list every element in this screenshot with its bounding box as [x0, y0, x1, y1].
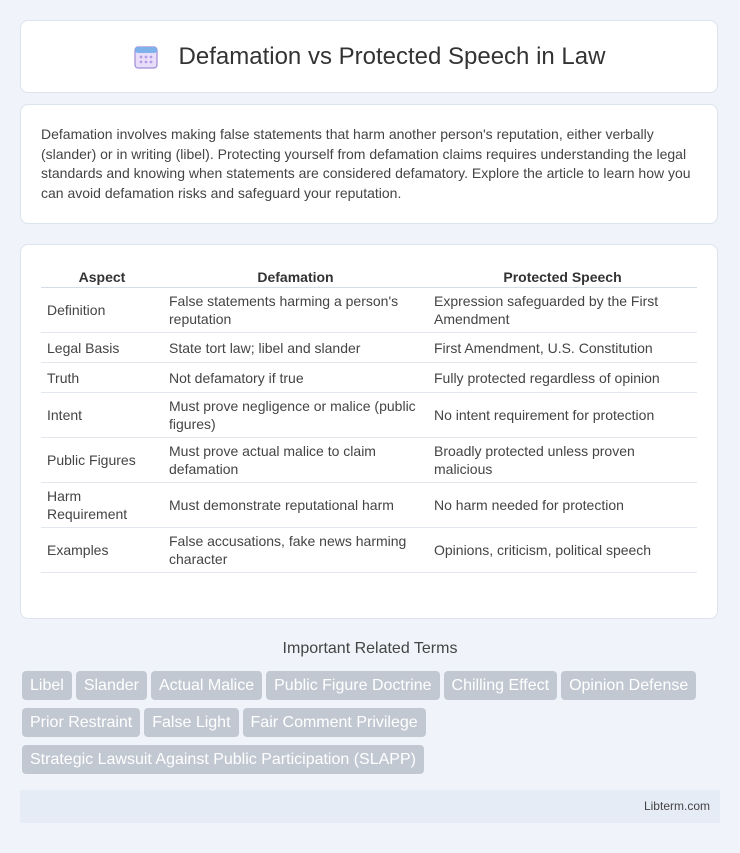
table-cell: State tort law; libel and slander [163, 333, 428, 363]
intro-card [20, 104, 718, 224]
table-cell: Opinions, criticism, political speech [428, 528, 697, 573]
table-cell: False statements harming a person's reputation [163, 288, 428, 333]
table-cell: First Amendment, U.S. Constitution [428, 333, 697, 363]
table-cell: Broadly protected unless proven malicious [428, 438, 697, 483]
intro-text: Defamation involves making false statements that harm another person's reputation, either verbally (slander) or in writing (libel). Protecting yourself from defamation claims requires understanding the legal standards and knowing when statements are considered defamatory. Explore the article to learn how you can avoid defamation risks and safeguard your reputation. [41, 126, 691, 201]
term-tag[interactable]: Chilling Effect [444, 671, 558, 700]
table-row [41, 363, 697, 393]
comparison-table [41, 265, 697, 573]
term-tag[interactable]: Public Figure Doctrine [266, 671, 439, 700]
table-cell: False accusations, fake news harming character [163, 528, 428, 573]
calendar-icon [133, 44, 159, 70]
table-row [41, 288, 697, 333]
table-cell: Legal Basis [41, 333, 163, 363]
table-cell: Intent [41, 393, 163, 438]
table-cell: Expression safeguarded by the First Amendment [428, 288, 697, 333]
table-row [41, 393, 697, 438]
related-terms-title: Important Related Terms [282, 640, 458, 657]
term-tag[interactable]: Prior Restraint [22, 708, 140, 737]
table-cell: Truth [41, 363, 163, 393]
term-tag[interactable]: Actual Malice [151, 671, 262, 700]
table-cell: Public Figures [41, 438, 163, 483]
table-cell: Must prove negligence or malice (public figures) [163, 393, 428, 438]
table-cell: Not defamatory if true [163, 363, 428, 393]
term-tag[interactable]: Libel [22, 671, 72, 700]
term-tag[interactable]: Slander [76, 671, 147, 700]
column-header: Aspect [41, 265, 163, 288]
table-cell: No harm needed for protection [428, 483, 697, 528]
comparison-card [20, 244, 718, 619]
table-cell: Definition [41, 288, 163, 333]
footer [20, 790, 720, 823]
column-header: Defamation [163, 265, 428, 288]
table-cell: Must demonstrate reputational harm [163, 483, 428, 528]
table-cell: Fully protected regardless of opinion [428, 363, 697, 393]
term-tag[interactable]: Strategic Lawsuit Against Public Participation (SLAPP) [22, 745, 424, 774]
table-row [41, 483, 697, 528]
table-cell: Harm Requirement [41, 483, 163, 528]
term-tag[interactable]: Fair Comment Privilege [243, 708, 426, 737]
table-cell: Must prove actual malice to claim defamation [163, 438, 428, 483]
page-title: Defamation vs Protected Speech in Law [178, 42, 606, 70]
table-header-row [41, 265, 697, 288]
table-cell: Examples [41, 528, 163, 573]
term-tag[interactable]: Opinion Defense [561, 671, 696, 700]
table-row [41, 333, 697, 363]
column-header: Protected Speech [428, 265, 697, 288]
term-tag[interactable]: False Light [144, 708, 238, 737]
table-row [41, 528, 697, 573]
table-cell: No intent requirement for protection [428, 393, 697, 438]
related-terms-list [22, 671, 722, 782]
table-row [41, 438, 697, 483]
header-card [20, 20, 718, 93]
footer-site-link[interactable]: Libterm.com [643, 799, 710, 813]
